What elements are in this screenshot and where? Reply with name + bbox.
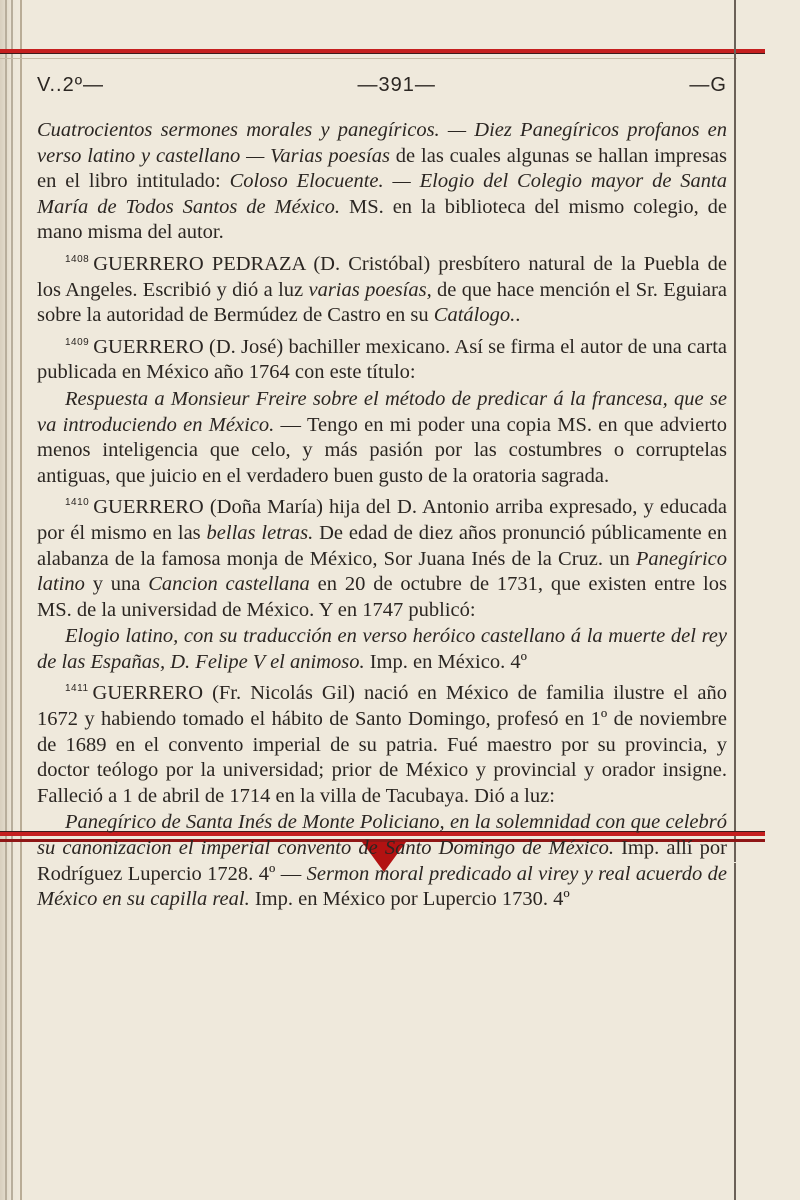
italic-title: Cuatrocientos sermones morales y panegíricos. — Diez Panegíricos profanos en verso latino y castellano — Varias poesías xyxy=(37,119,727,167)
text-run: MS. en la biblioteca del mismo colegio, de mano misma del autor. xyxy=(37,195,728,244)
entry-1409 xyxy=(37,330,727,386)
text-run: Imp. allí por Rodríguez Lupercio 1728. 4º — xyxy=(37,837,727,885)
italic-title: bellas letras. xyxy=(206,521,314,544)
paragraph xyxy=(37,387,727,489)
text-run: de las cuales algunas se hallan impresas en el libro intitulado: xyxy=(37,144,728,193)
running-header xyxy=(37,74,727,108)
paragraph xyxy=(37,810,727,912)
entry-number: 1410 xyxy=(65,497,90,509)
italic-title: Panegírico de Santa Inés de Monte Policiano, en la solemnidad con que celebró su canonizacion el imperial convento de Santo Domingo de México. xyxy=(37,811,727,860)
body-text xyxy=(37,118,727,913)
header-left: V..2º— xyxy=(37,74,105,96)
right-margin-line-lower xyxy=(734,863,736,1200)
text-run: GUERRERO (Doña María) hija del D. Antonio arriba expresado, y educada por él mismo en las xyxy=(37,496,727,544)
entry-1408 xyxy=(37,247,727,329)
italic-title: Elogio latino, con su traducción en verso heróico castellano á la muerte del rey de las Españas, D. Felipe V el animoso. xyxy=(37,625,727,673)
header-page-number: —391— xyxy=(357,74,436,96)
text-run: GUERRERO PEDRAZA (D. Cristóbal) presbítero natural de la Puebla de los Angeles. Escribió y dió a luz xyxy=(37,252,727,301)
text-run: Imp. en México por Lupercio 1730. 4º xyxy=(249,888,570,911)
page-edge-left xyxy=(0,0,22,1200)
italic-title: Catálogo. xyxy=(433,304,516,327)
top-thin-rule xyxy=(0,58,737,59)
italic-title: Cancion castellana xyxy=(148,573,310,596)
entry-number: 1409 xyxy=(65,336,90,348)
italic-title: Panegírico latino xyxy=(37,547,727,596)
paragraph xyxy=(37,118,727,246)
entry-number: 1408 xyxy=(65,253,90,265)
text-run: De edad de diez años pronunció públicamente en alabanza de la famosa monja de México, Sor Juana Inés de la Cruz. un xyxy=(37,521,727,570)
paragraph xyxy=(37,624,727,675)
entry-number: 1411 xyxy=(65,683,89,695)
header-right: —G xyxy=(689,74,727,96)
text-run: de que hace mención el Sr. Eguiara sobre la autoridad de Bermúdez de Castro en su xyxy=(37,278,728,327)
text-run: Imp. en México. 4º xyxy=(364,650,527,673)
text-run: GUERRERO (Fr. Nicolás Gil) nació en México de familia ilustre el año 1672 y habiendo tomado el hábito de Santo Domingo, profesó en 1º de noviembre de 1689 en el convento imperial de su patria. Fué maestro por su provincia, y doctor teólogo por la universidad; prior de México y provincial y orador insigne. Falleció a 1 de abril de 1714 en la villa de Tacubaya. Dió a luz: xyxy=(37,682,727,807)
right-margin-line xyxy=(734,0,736,862)
text-run: — Tengo en mi poder una copia MS. en que advierto menos inteligencia que celo, y más pasión por las costumbres o corruptelas antiguas, que juicio en el verdadero buen gusto de la oratoria sagrada. xyxy=(37,413,727,487)
italic-title: Sermon moral predicado al virey y real acuerdo de México en su capilla real. xyxy=(37,862,727,911)
page-content xyxy=(37,74,727,914)
italic-title: Respuesta a Monsieur Freire sobre el método de predicar á la francesa, que se va introduciendo en México. xyxy=(37,387,727,436)
entry-1410 xyxy=(37,490,727,623)
text-run: . xyxy=(515,304,521,327)
italic-title: varias poesías, xyxy=(308,278,432,301)
entry-1411 xyxy=(37,676,727,809)
text-run: GUERRERO (D. José) bachiller mexicano. Así se firma el autor de una carta publicada en México año 1764 con este título: xyxy=(37,335,727,384)
top-red-rule xyxy=(0,49,765,54)
text-run: y una xyxy=(84,573,149,596)
text-run: en 20 de octubre de 1731, que existen entre los MS. de la universidad de México. Y en 1747 publicó: xyxy=(37,573,727,621)
italic-title: Coloso Elocuente. — Elogio del Colegio mayor de Santa María de Todos Santos de México. xyxy=(37,170,727,218)
